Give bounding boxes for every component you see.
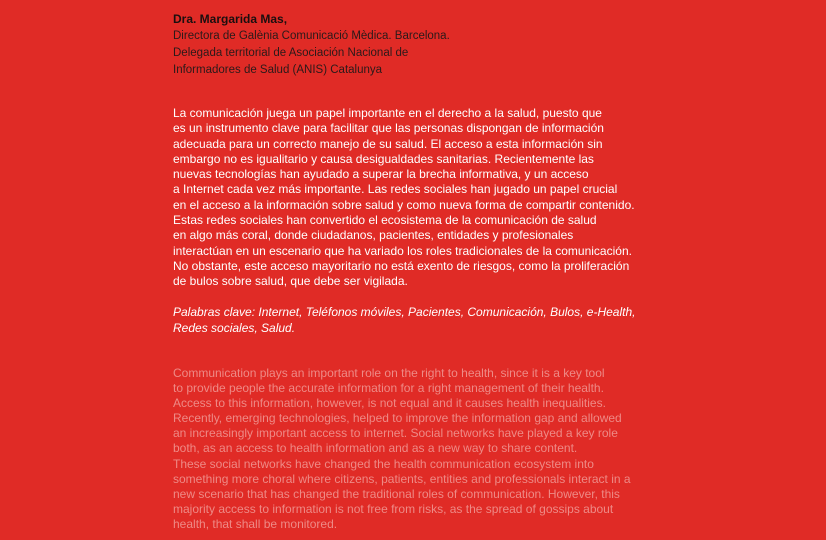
abstract-spanish-line: Estas redes sociales han convertido el ecosistema de la comunicación de salud xyxy=(173,213,597,228)
abstract-english-line: to provide people the accurate information for a right management of their health. xyxy=(173,381,604,396)
abstract-spanish-line: nuevas tecnologías han ayudado a superar la brecha informativa, y un acceso xyxy=(173,167,589,182)
author-block xyxy=(173,11,693,79)
abstract-english-line: new scenario that has changed the traditional roles of communication. However, this xyxy=(173,486,620,501)
abstract-spanish-line: La comunicación juega un papel importante en el derecho a la salud, puesto que xyxy=(173,106,602,120)
abstract-english-line: These social networks have changed the health communication ecosystem into xyxy=(173,456,594,471)
author-name: Dra. Margarida Mas, xyxy=(173,12,288,26)
keywords-block xyxy=(173,304,693,336)
author-affiliation-line: Directora de Galènia Comunicació Mèdica. Barcelona. xyxy=(173,30,450,42)
abstract-spanish-line: No obstante, este acceso mayoritario no está exento de riesgos, como la proliferación xyxy=(173,258,630,273)
abstract-english-line: both, as an access to health information and as a new way to share content. xyxy=(173,441,578,456)
abstract-spanish-line: adecuada para un correcto manejo de su salud. El acceso a esta información sin xyxy=(173,136,603,151)
abstract-english xyxy=(173,366,693,532)
abstract-spanish xyxy=(173,106,693,290)
abstract-spanish-line: en algo más coral, donde ciudadanos, pacientes, entidades y profesionales xyxy=(173,228,574,243)
author-affiliation-line: Delegada territorial de Asociación Nacional de xyxy=(173,47,409,59)
abstract-spanish-line: embargo no es igualitario y causa desigualdades sanitarias. Recientemente las xyxy=(173,151,594,166)
abstract-spanish-line: es un instrumento clave para facilitar que las personas dispongan de información xyxy=(173,121,604,136)
abstract-english-line: Communication plays an important role on the right to health, since it is a key tool xyxy=(173,366,605,380)
abstract-spanish-line: a Internet cada vez más importante. Las redes sociales han jugado un papel crucial xyxy=(173,182,618,197)
keywords-line: Redes sociales, Salud. xyxy=(173,321,296,335)
abstract-english-line: health, that shall be monitored. xyxy=(173,516,338,531)
abstract-spanish-line: en el acceso a la información sobre salud y como nueva forma de compartir contenido. xyxy=(173,197,635,212)
author-affiliation-line: Informadores de Salud (ANIS) Catalunya xyxy=(173,64,383,76)
abstract-spanish-line: de bulos sobre salud, que debe ser vigilada. xyxy=(173,274,408,289)
abstract-english-line: an increasingly important access to internet. Social networks have played a key role xyxy=(173,426,618,441)
keywords-line: Palabras clave: Internet, Teléfonos móviles, Pacientes, Comunicación, Bulos, e-Health, xyxy=(173,305,636,319)
abstract-english-line: majority access to information is not free from risks, as the spread of gossips about xyxy=(173,501,614,516)
abstract-english-line: something more choral where citizens, patients, entities and professionals interact in a xyxy=(173,471,631,486)
abstract-english-line: Recently, emerging technologies, helped to improve the information gap and allowed xyxy=(173,411,622,426)
abstract-spanish-line: interactúan en un escenario que ha variado los roles tradicionales de la comunicación. xyxy=(173,243,632,258)
abstract-english-line: Access to this information, however, is not equal and it causes health inequalities. xyxy=(173,396,606,411)
